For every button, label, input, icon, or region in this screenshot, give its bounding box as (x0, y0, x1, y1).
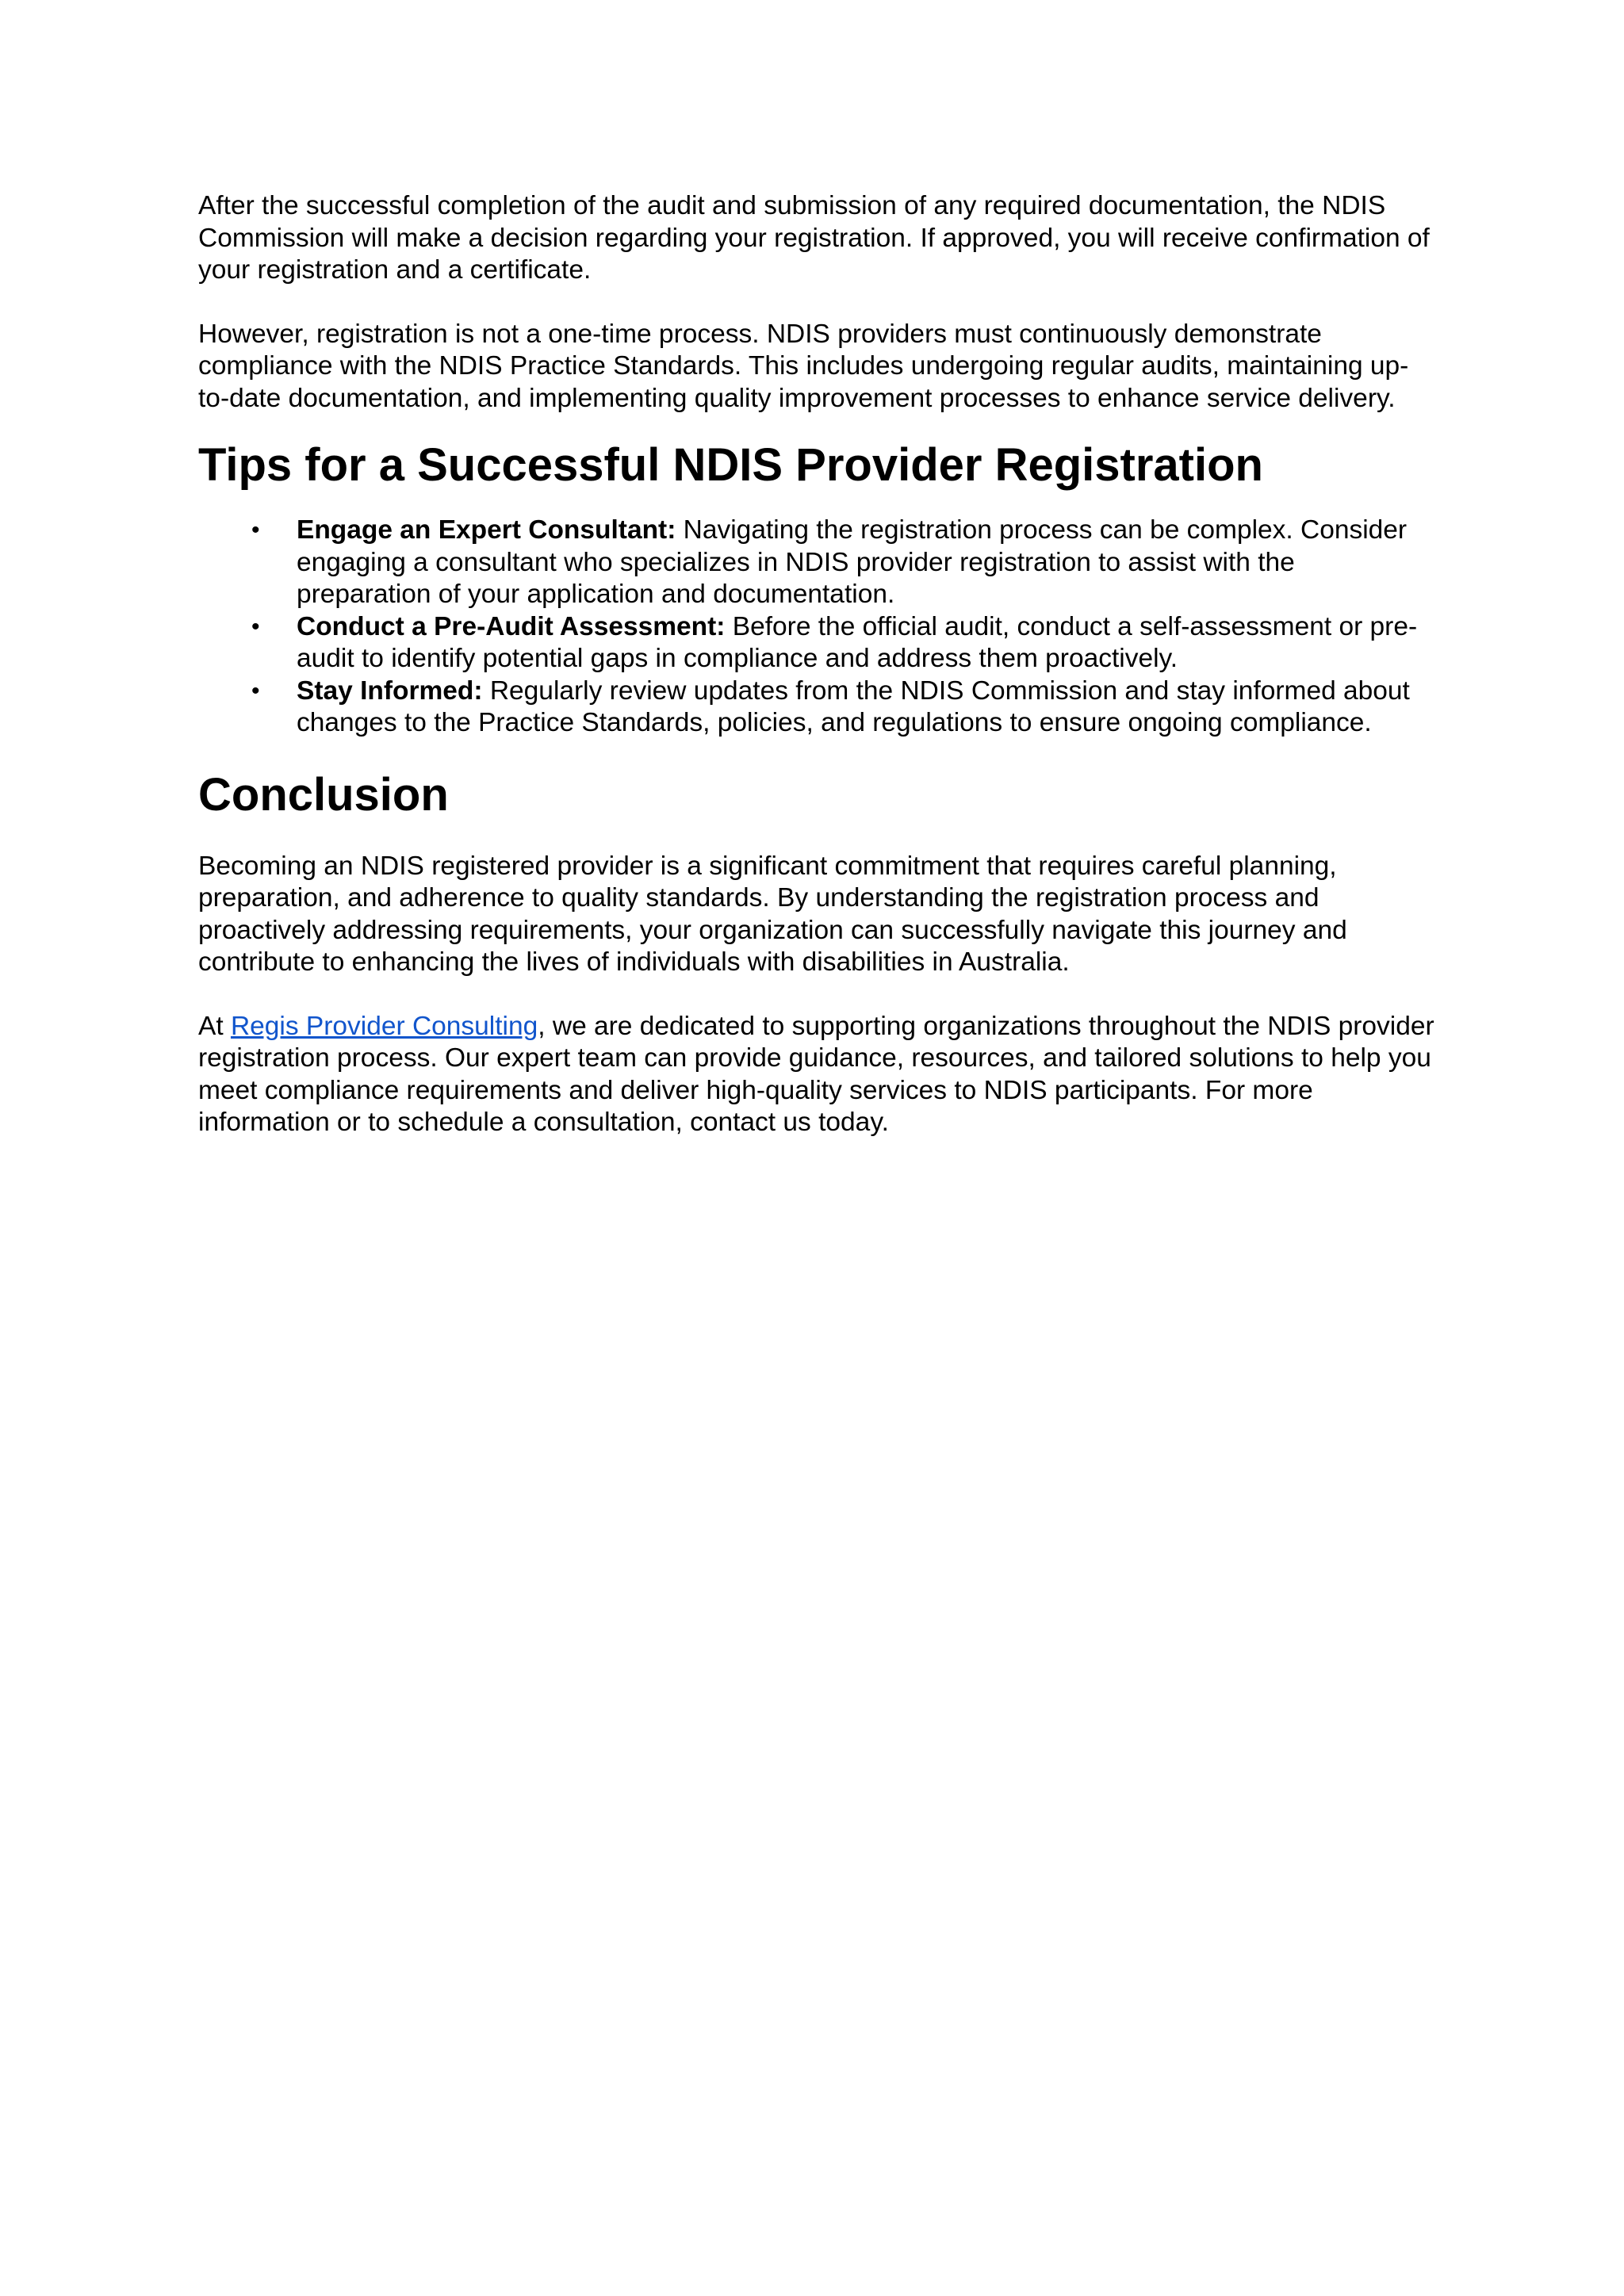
tip-lead: Stay Informed: (297, 675, 483, 706)
paragraph-ongoing-compliance: However, registration is not a one-time process. NDIS providers must continuously demonstrate compliance with the NDIS Practice Standards. This includes undergoing regular audits, maintaining up-to-date documentation, and implementing quality improvement processes to enhance service delivery. (198, 319, 1409, 413)
tip-text: Navigating the registration process can be complex. Consider engaging a consultant who specializes in NDIS provider registration to assist with the preparation of your application and documentation. (297, 515, 1408, 609)
paragraph-registration-decision: After the successful completion of the audit and submission of any required documentation, the NDIS Commission will make a decision regarding your registration. If approved, you will receive confirmation of your registration and a certificate. (198, 191, 1430, 285)
regis-provider-consulting-link[interactable]: Regis Provider Consulting (230, 1011, 538, 1041)
tip-lead: Conduct a Pre-Audit Assessment: (297, 611, 726, 641)
tip-text: Regularly review updates from the NDIS Commission and stay informed about changes to the Practice Standards, policies, and regulations to ensure ongoing compliance. (297, 675, 1410, 737)
heading-conclusion: Conclusion (198, 768, 449, 821)
tip-text: Before the official audit, conduct a self-assessment or pre-audit to identify potential gaps in compliance and address them proactively. (297, 611, 1418, 673)
bullet-icon: • (251, 517, 260, 543)
tip-lead: Engage an Expert Consultant: (297, 515, 676, 545)
contact-suffix: , we are dedicated to supporting organizations throughout the NDIS provider registration process. Our expert team can provide guidance, resources, and tailored solutions to help you meet compliance requirements and deliver high-quality services to NDIS participants. For more information or to schedule a consultation, contact us today. (198, 1011, 1434, 1137)
paragraph-conclusion-contact (198, 1011, 1435, 1139)
document-page (198, 190, 1435, 1139)
tips-list (198, 515, 1435, 740)
tip-item-expert-consultant (198, 515, 1435, 611)
tip-item-stay-informed (198, 675, 1435, 740)
bullet-icon: • (251, 613, 260, 640)
contact-prefix: At (198, 1011, 231, 1041)
paragraph-conclusion-summary: Becoming an NDIS registered provider is a significant commitment that requires careful planning, preparation, and adherence to quality standards. By understanding the registration process and proactively addressing requirements, your organization can successfully navigate this journey and contribute to enhancing the lives of individuals with disabilities in Australia. (198, 851, 1347, 977)
tip-item-pre-audit (198, 611, 1435, 675)
heading-tips: Tips for a Successful NDIS Provider Registration (198, 439, 1263, 491)
bullet-icon: • (251, 677, 260, 704)
